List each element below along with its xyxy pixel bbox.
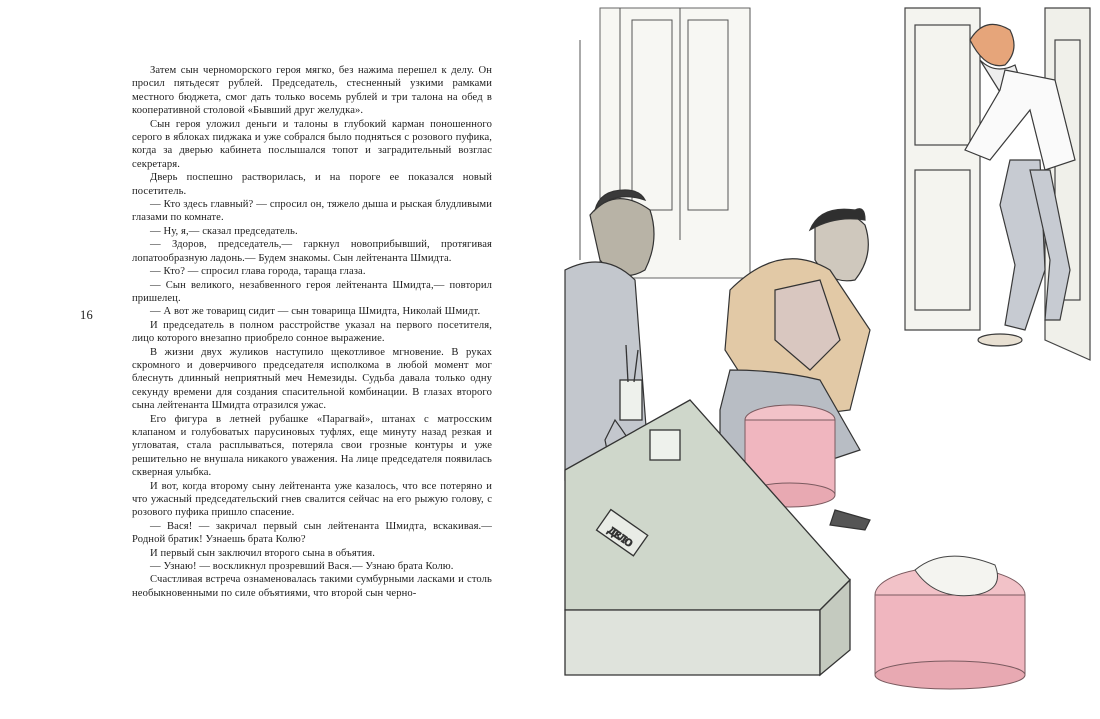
paragraph: — Вася! — закричал первый сын лейтенанта Шмидта, вскакивая.— Родной братик! Узнаешь брата Колю? (132, 520, 492, 546)
body-text (132, 64, 492, 600)
paragraph: Дверь поспешно растворилась, и на пороге ее показался новый посетитель. (132, 172, 492, 197)
paragraph: И первый сын заключил второго сына в объятия. (150, 547, 376, 559)
paragraph: — Сын великого, незабвенного героя лейтенанта Шмидта,— повторил пришелец. (132, 279, 492, 304)
paragraph: В жизни двух жуликов наступило щекотливое мгновение. В руках скромного и доверчивого председателя исполкома в любой момент мог блеснуть длинный неприятный меч Немезиды. Судьба давала только одну секунду времени для создания спасительной комбинации. В глазах второго сына лейтенанта Шмидта отразился ужас. (132, 346, 492, 412)
paragraph: Счастливая встреча ознаменовалась такими сумбурными ласками и столь необыкновенными по силе объятиями, что второй сын черно- (132, 574, 492, 599)
paragraph: Затем сын черноморского героя мягко, без нажима перешел к делу. Он просил пятьдесят рублей. Председатель, стесненный узкими рамками местного бюджета, смог дать только восемь рублей и три талона на обед в кооперативной столовой «Бывший друг желудка». (132, 65, 492, 117)
paragraph: И председатель в полном расстройстве указал на первого посетителя, лицо которого внезапно приобрело сонное выражение. (132, 319, 492, 345)
paragraph: — Кто здесь главный? — спросил он, тяжело дыша и рыская блудливыми глазами по комнате. (132, 199, 492, 224)
page-number: 16 (80, 308, 93, 322)
paragraph: — Ну, я,— сказал председатель. (150, 225, 298, 237)
paragraph: — Кто? — спросил глава города, тараща глаза. (150, 266, 366, 278)
paragraph: — А вот же товарищ сидит — сын товарища Шмидта, Николай Шмидт. (150, 306, 481, 318)
illustration (560, 0, 1100, 719)
paragraph: — Здоров, председатель,— гаркнул новоприбывший, протягивая лопатообразную ладонь.— Будем знакомы. Сын лейтенанта Шмидта. (132, 239, 492, 264)
illustration-drawing (560, 0, 1100, 719)
paragraph: И вот, когда второму сыну лейтенанта уже казалось, что все потеряно и что ужасный председательский гнев свалится сейчас на его рыжую голову, с розового пуфика пришло спасение. (132, 480, 492, 519)
paragraph: — Узнаю! — воскликнул прозревший Вася.— Узнаю брата Колю. (150, 561, 454, 573)
paragraph: Его фигура в летней рубашке «Парагвай», штанах с матросским клапаном и голубоватых парусиновых туфлях, еще минуту назад резкая и угловатая, стала расплываться, потеряла свои грозные контуры и уже решительно не внушала никакого уважения. На лице председателя появилась скверная улыбка. (132, 413, 492, 479)
paragraph: Сын героя уложил деньги и талоны в глубокий карман поношенного серого в яблоках пиджака и уже собрался было подняться с розового пуфика, когда за дверью кабинета послышался топот и заградительный возглас секретаря. (132, 118, 492, 170)
desk-sign-text: ДЕЛО (605, 525, 635, 550)
pouf-right (875, 556, 1025, 689)
